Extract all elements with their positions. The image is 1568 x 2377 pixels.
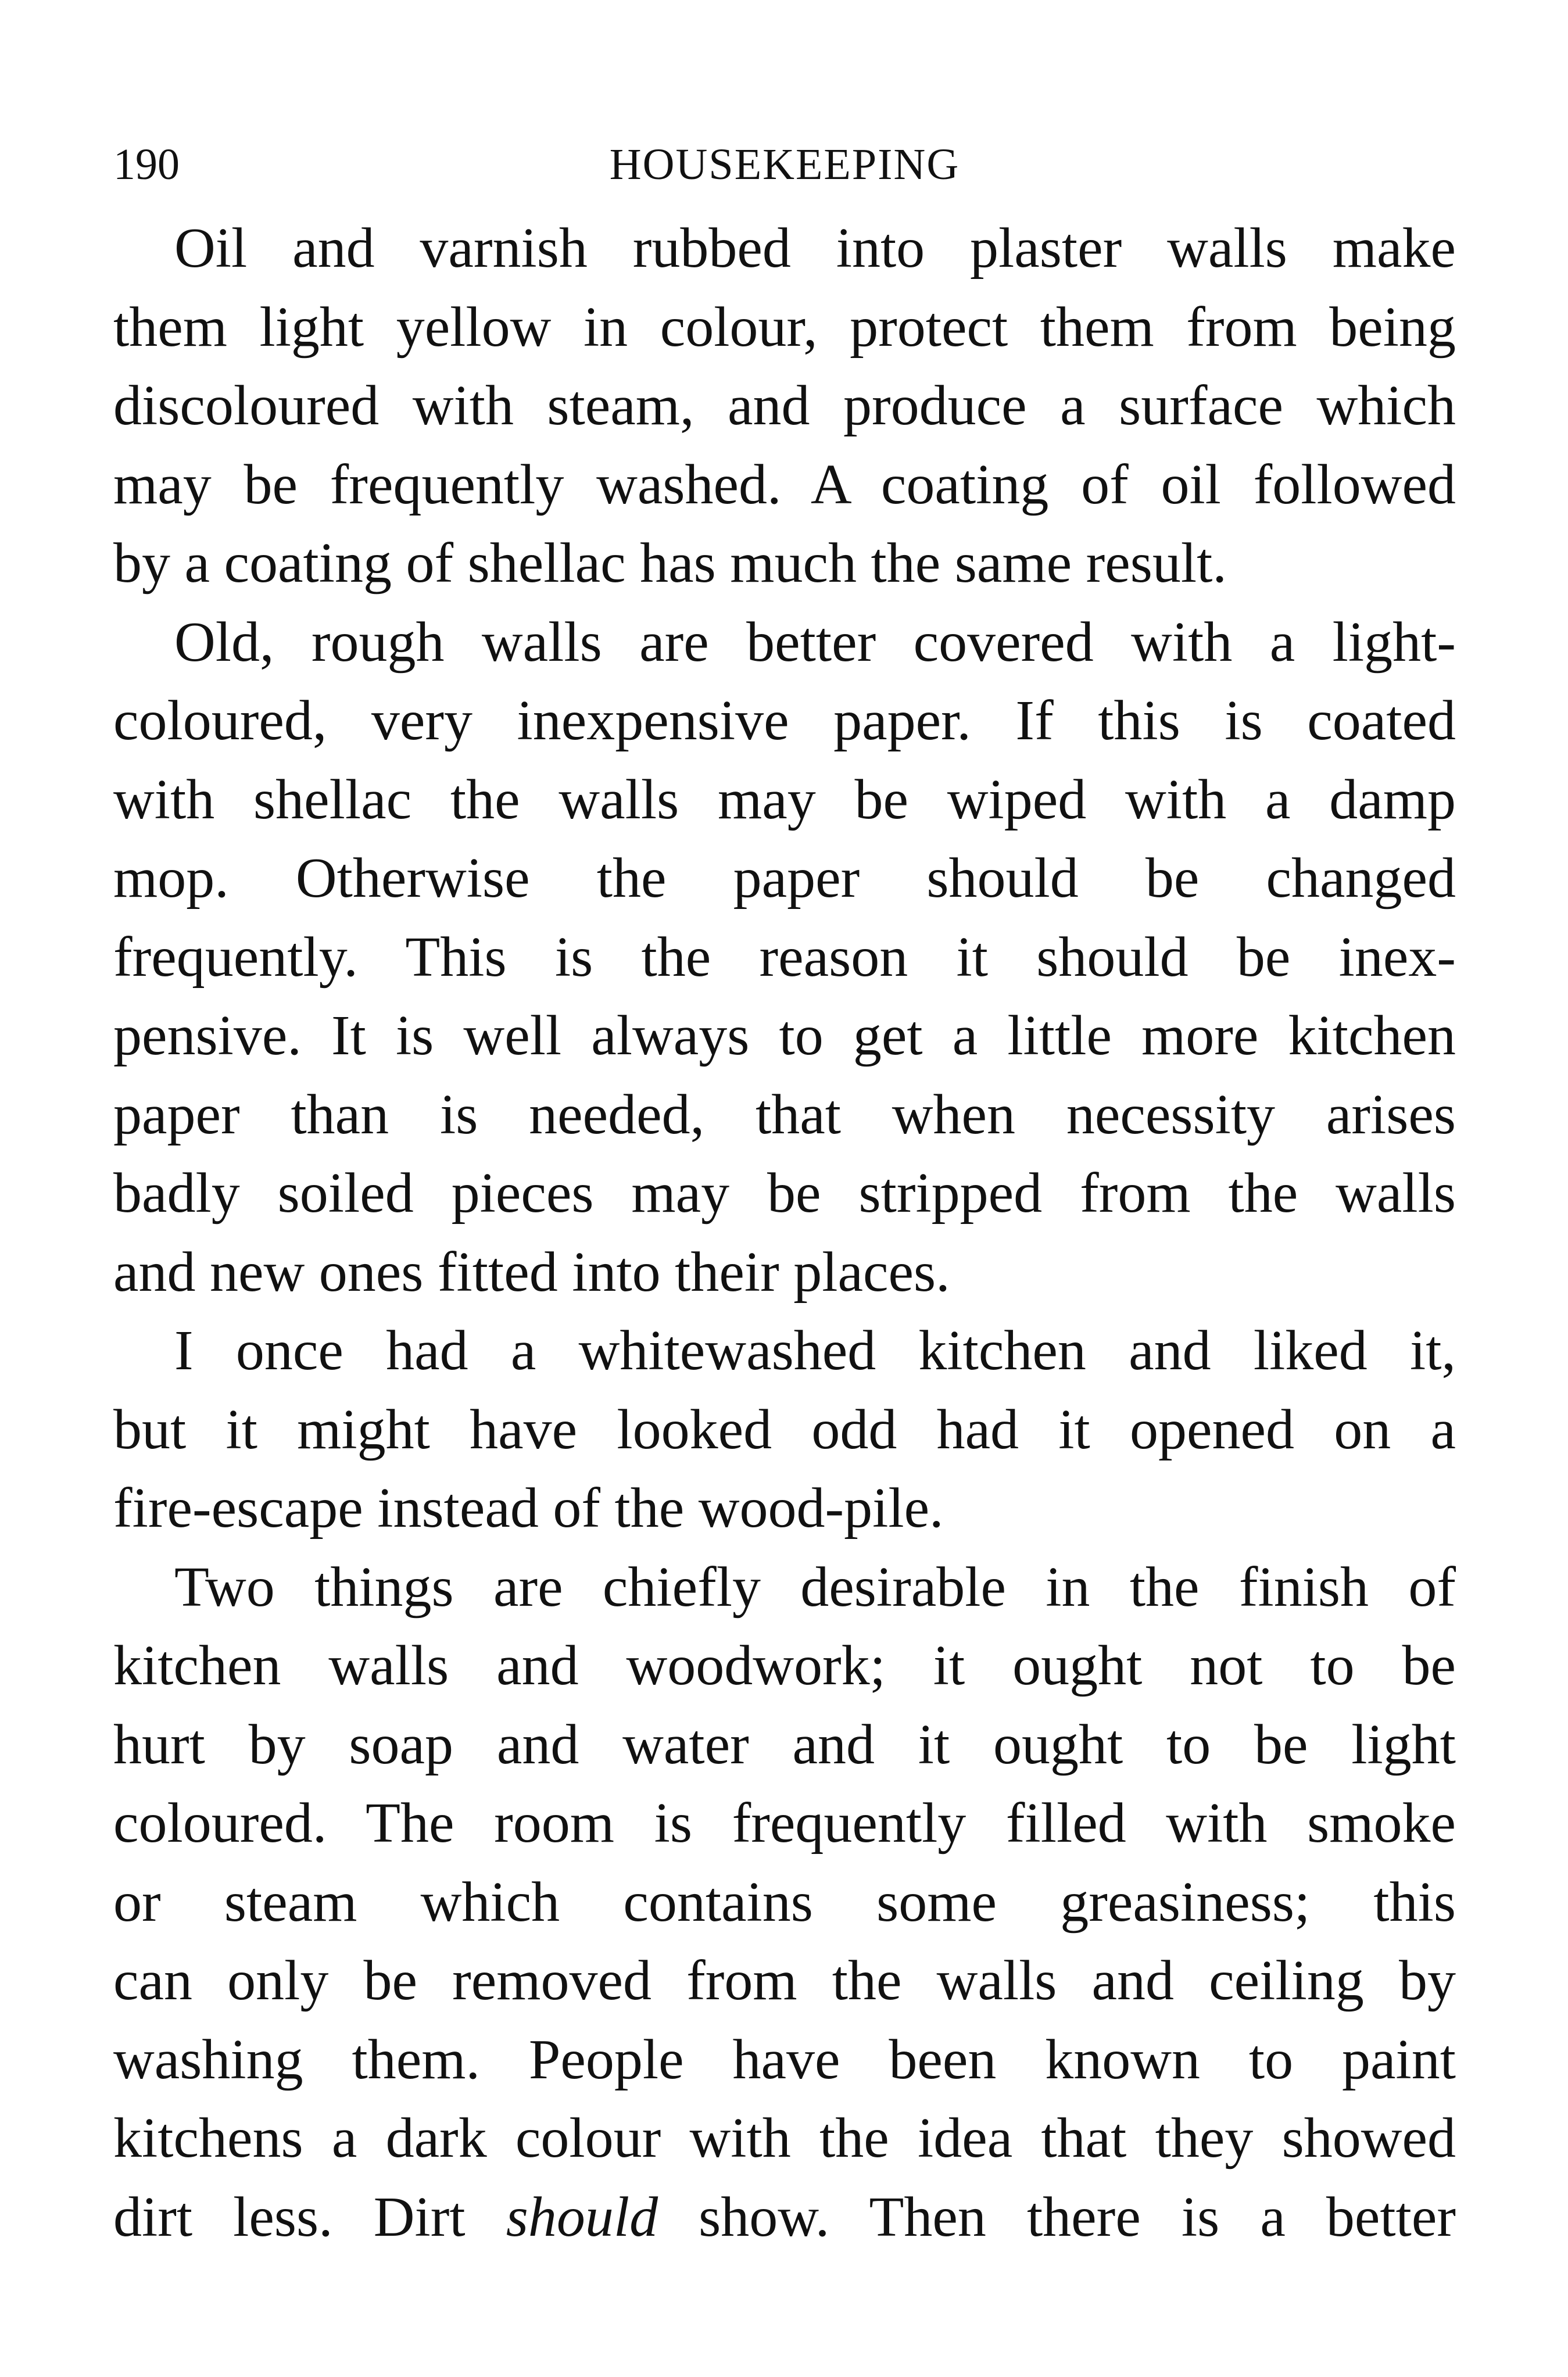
text-line: Two things are chiefly desirable in the finish of: [174, 1555, 1456, 1619]
text-line: hurt by soap and water and it ought to be light: [113, 1713, 1456, 1776]
text-line: pensive. It is well always to get a little more kitchen: [113, 1004, 1456, 1067]
final-line-end: show. Then there is a better: [658, 2185, 1456, 2249]
final-line-start: dirt less. Dirt: [113, 2185, 506, 2249]
text-line: frequently. This is the reason it should be inex-: [113, 925, 1456, 989]
body-text: [113, 209, 1456, 2257]
text-line: with shellac the walls may be wiped with a damp: [113, 768, 1456, 831]
text-line: Old, rough walls are better covered with a light-: [174, 610, 1456, 674]
text-line: by a coating of shellac has much the same result.: [113, 532, 1227, 595]
text-line: badly soiled pieces may be stripped from the walls: [113, 1162, 1456, 1225]
text-line: Oil and varnish rubbed into plaster walls make: [174, 217, 1456, 280]
text-line: but it might have looked odd had it opened on a: [113, 1398, 1456, 1461]
text-line: coloured. The room is frequently filled with smoke: [113, 1792, 1456, 1855]
text-line: fire-escape instead of the wood-pile.: [113, 1477, 944, 1540]
text-line: coloured, very inexpensive paper. If this is coated: [113, 689, 1456, 752]
text-line: I once had a whitewashed kitchen and liked it,: [174, 1319, 1456, 1382]
text-line: paper than is needed, that when necessity arises: [113, 1083, 1456, 1146]
text-line: kitchen walls and woodwork; it ought not to be: [113, 1634, 1456, 1697]
running-head: [113, 133, 1456, 196]
text-line: washing them. People have been known to paint: [113, 2028, 1456, 2091]
text-line-final: [113, 2178, 1456, 2257]
text-line: discoloured with steam, and produce a surface which: [113, 374, 1456, 437]
text-line: may be frequently washed. A coating of oil followed: [113, 453, 1456, 516]
page-number: 190: [113, 140, 180, 189]
running-title: HOUSEKEEPING: [609, 140, 960, 189]
text-line: can only be removed from the walls and ceiling by: [113, 1949, 1456, 2012]
text-line: them light yellow in colour, protect them from being: [113, 295, 1456, 359]
text-line: or steam which contains some greasiness; this: [113, 1870, 1456, 1934]
text-line: and new ones fitted into their places.: [113, 1240, 950, 1304]
text-line: kitchens a dark colour with the idea that they showed: [113, 2107, 1456, 2170]
emphasized-word: should: [506, 2185, 658, 2249]
text-line: mop. Otherwise the paper should be changed: [113, 847, 1456, 910]
